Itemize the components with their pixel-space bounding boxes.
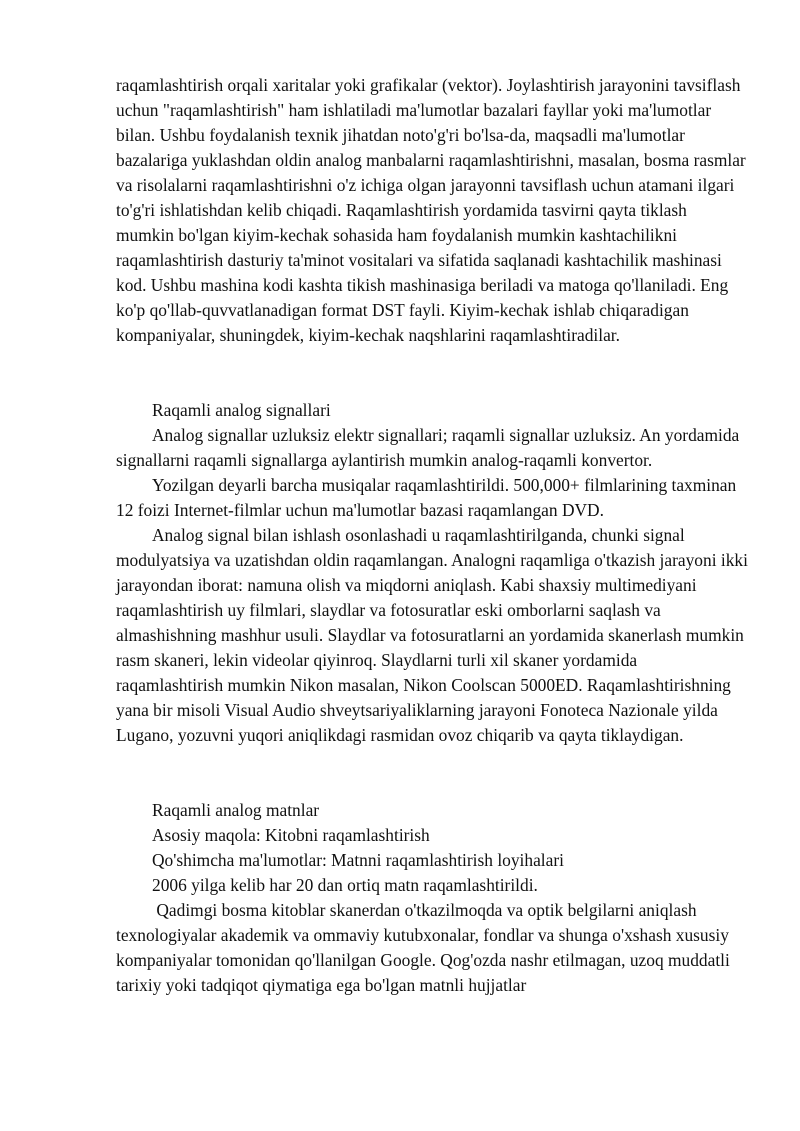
intro-paragraph: raqamlashtirish orqali xaritalar yoki grafikalar (vektor). Joylashtirish jarayonini tavsiflash uchun "raqamlashtirish" ham ishlatiladi ma'lumotlar bazalari fayllar yoki ma'lumotlar bilan. Ushbu foydalanish texnik jihatdan noto'g'ri bo'lsa-da, maqsadli ma'lumotlar bazalariga yuklashdan oldin analog manbalarni raqamlashtirishni, masalan, bosma rasmlar va risolalarni raqamlashtirishni o'z ichiga olgan jarayonni tavsiflash uchun atamani ilgari to'g'ri ishlatishdan kelib chiqadi. Raqamlashtirish yordamida tasvirni qayta tiklash mumkin bo'lgan kiyim-kechak sohasida ham foydalanish mumkin kashtachilikni raqamlashtirish dasturiy ta'minot vositalari va sifatida saqlanadi kashtachilik mashinasi kod. Ushbu mashina kodi kashta tikish mashinasiga beriladi va matoga qo'llaniladi. Eng ko'p qo'llab-quvvatlanadigan format DST fayli. Kiyim-kechak ishlab chiqaradigan kompaniyalar, shuningdek, kiyim-kechak naqshlarini raqamlashtiradilar. <box>116 75 746 345</box>
spacer <box>116 348 748 373</box>
signals-paragraph: Analog signal bilan ishlash osonlashadi u raqamlashtirilganda, chunki signal modulyatsiya va uzatishdan oldin raqamlangan. Analogni raqamliga o'tkazish jarayoni ikki jarayondan iborat: namuna olish va miqdorni aniqlash. Kabi shaxsiy multimediyani raqamlashtirish uy filmlari, slaydlar va fotosuratlar eski omborlarni saqlash va almashishning mashhur usuli. Slaydlar va fotosuratlarni an yordamida skanerlash mumkin rasm skaneri, lekin videolar qiyinroq. Slaydlarni turli xil skaner yordamida raqamlashtirish mumkin Nikon masalan, Nikon Coolscan 5000ED. Raqamlashtirishning yana bir misoli Visual Audio shveytsariyaliklarning jarayoni Fonoteca Nazionale yilda Lugano, yozuvni yuqori aniqlikdagi rasmidan ovoz chiqarib va qayta tiklaydigan. <box>116 525 748 745</box>
signals-paragraph: Analog signallar uzluksiz elektr signallari; raqamli signallar uzluksiz. An yordamida signallarni raqamli signallarga aylantirish mumkin analog-raqamli konvertor. <box>116 425 740 470</box>
texts-paragraph: 2006 yilga kelib har 20 dan ortiq matn raqamlashtirildi. <box>152 875 538 895</box>
spacer <box>116 373 748 398</box>
signals-paragraph: Yozilgan deyarli barcha musiqalar raqamlashtirildi. 500,000+ filmlarining taxminan 12 foizi Internet-filmlar uchun ma'lumotlar bazasi raqamlangan DVD. <box>116 475 737 520</box>
main-article-note: Asosiy maqola: Kitobni raqamlashtirish <box>152 825 430 845</box>
spacer <box>116 773 748 798</box>
texts-paragraph: Qadimgi bosma kitoblar skanerdan o'tkazilmoqda va optik belgilarni aniqlash texnologiyalar akademik va ommaviy kutubxonalar, fondlar va shunga o'xshash xususiy kompaniyalar tomonidan qo'llanilgan Google. Qog'ozda nashr etilmagan, uzoq muddatli tarixiy yoki tadqiqot qiymatiga ega bo'lgan matnli hujjatlar <box>116 900 735 995</box>
further-info-note: Qo'shimcha ma'lumotlar: Matnni raqamlashtirish loyihalari <box>152 850 564 870</box>
section-heading-signals: Raqamli analog signallari <box>152 400 331 420</box>
document-body <box>116 73 748 998</box>
section-heading-texts: Raqamli analog matnlar <box>152 800 320 820</box>
spacer <box>116 748 748 773</box>
